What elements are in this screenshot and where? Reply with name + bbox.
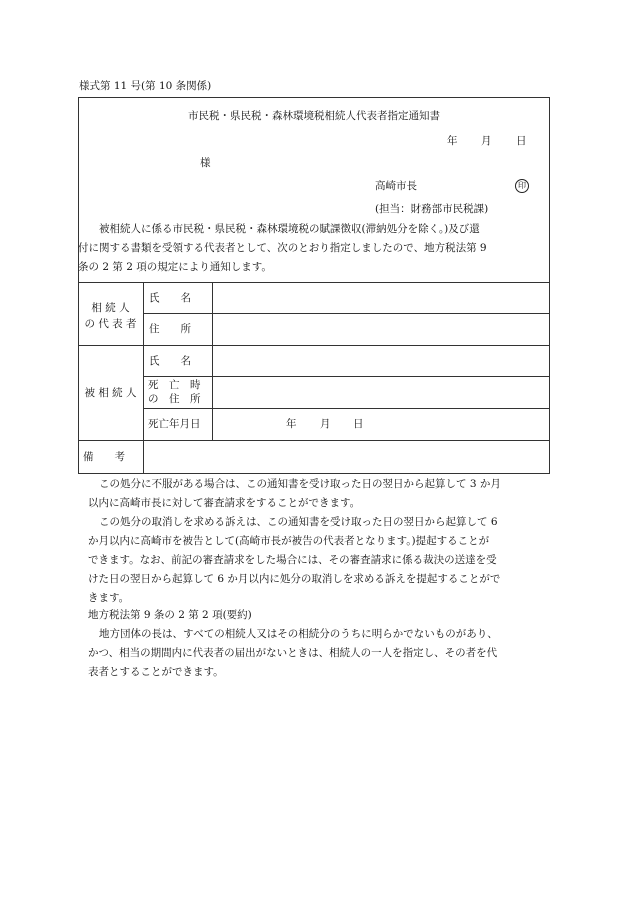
date-month-label: 月 — [481, 135, 492, 147]
deceased-section-label: 被 相 続 人 — [84, 387, 137, 399]
representative-name-label: 氏 名 — [149, 292, 191, 304]
law-summary — [78, 625, 498, 682]
lawsuit-line: きます。 — [88, 592, 130, 604]
remarks-label: 備 考 — [83, 451, 125, 463]
lawsuit-line: できます。なお、前記の審査請求をした場合には、その審査請求に係る裁決の送達を受 — [88, 554, 497, 566]
issuer-name: 高崎市長 — [375, 180, 417, 192]
body-line: 付に関する書類を受領する代表者として、次のとおり指定しましたので、地方税法第 9 — [78, 242, 487, 254]
representative-name-field[interactable] — [213, 283, 550, 313]
representative-address-label: 住 所 — [149, 323, 191, 335]
death-address-field[interactable] — [213, 377, 550, 408]
representative-label-line: 相 続 人 — [91, 302, 130, 314]
representative-section-label — [78, 300, 143, 332]
appeal-line: この処分に不服がある場合は、この通知書を受け取った日の翌日から起算して 3 か月 — [99, 478, 501, 490]
death-date-label: 死亡年月日 — [148, 418, 201, 430]
death-date-month-label: 月 — [320, 418, 331, 430]
death-address-label-line: の 住 所 — [148, 393, 201, 405]
body-line: 被相続人に係る市民税・県民税・森林環境税の賦課徴収(滞納処分を除く。)及び還 — [99, 223, 480, 235]
lawsuit-line: か月以内に高崎市を被告として(高崎市長が被告の代表者となります。)提起することが — [88, 535, 490, 547]
form-number: 様式第 11 号(第 10 条関係) — [79, 80, 212, 92]
addressee-suffix: 様 — [200, 157, 211, 169]
remarks-field[interactable] — [144, 441, 550, 474]
death-address-label-line: 死 亡 時 — [148, 379, 201, 391]
contact-department: (担当：財務部市民税課) — [375, 203, 489, 215]
representative-address-field[interactable] — [213, 314, 550, 345]
law-heading: 地方税法第 9 条の 2 第 2 項(要約) — [88, 609, 252, 621]
death-date-day-label: 日 — [353, 418, 364, 430]
lawsuit-line: けた日の翌日から起算して 6 か月以内に処分の取消しを求める訴えを提起することがで — [88, 573, 501, 585]
document-title: 市民税・県民税・森林環境税相続人代表者指定通知書 — [188, 110, 440, 122]
law-line: かつ、相当の期間内に代表者の届出がないときは、相続人の一人を指定し、その者を代 — [88, 647, 498, 659]
date-day-label: 日 — [516, 135, 527, 147]
body-text — [78, 220, 487, 277]
death-date-field[interactable] — [213, 409, 550, 440]
lawsuit-line: この処分の取消しを求める訴えは、この通知書を受け取った日の翌日から起算して 6 — [99, 516, 498, 528]
deceased-name-field[interactable] — [213, 346, 550, 376]
death-date-year-label: 年 — [286, 418, 297, 430]
law-line: 地方団体の長は、すべての相続人又はその相続分のうちに明らかでないものがあり、 — [99, 628, 498, 640]
death-address-label — [148, 378, 201, 406]
deceased-name-label: 氏 名 — [149, 355, 191, 367]
lawsuit-notice — [78, 513, 500, 608]
law-line: 表者とすることができます。 — [88, 666, 224, 678]
representative-label-line: の 代 表 者 — [84, 318, 137, 330]
date-year-label: 年 — [447, 135, 458, 147]
appeal-notice — [78, 475, 501, 513]
body-line: 条の 2 第 2 項の規定により通知します。 — [78, 261, 272, 273]
appeal-line: 以内に高崎市長に対して審査請求をすることができます。 — [88, 497, 361, 509]
seal-mark: 印 — [515, 179, 529, 193]
